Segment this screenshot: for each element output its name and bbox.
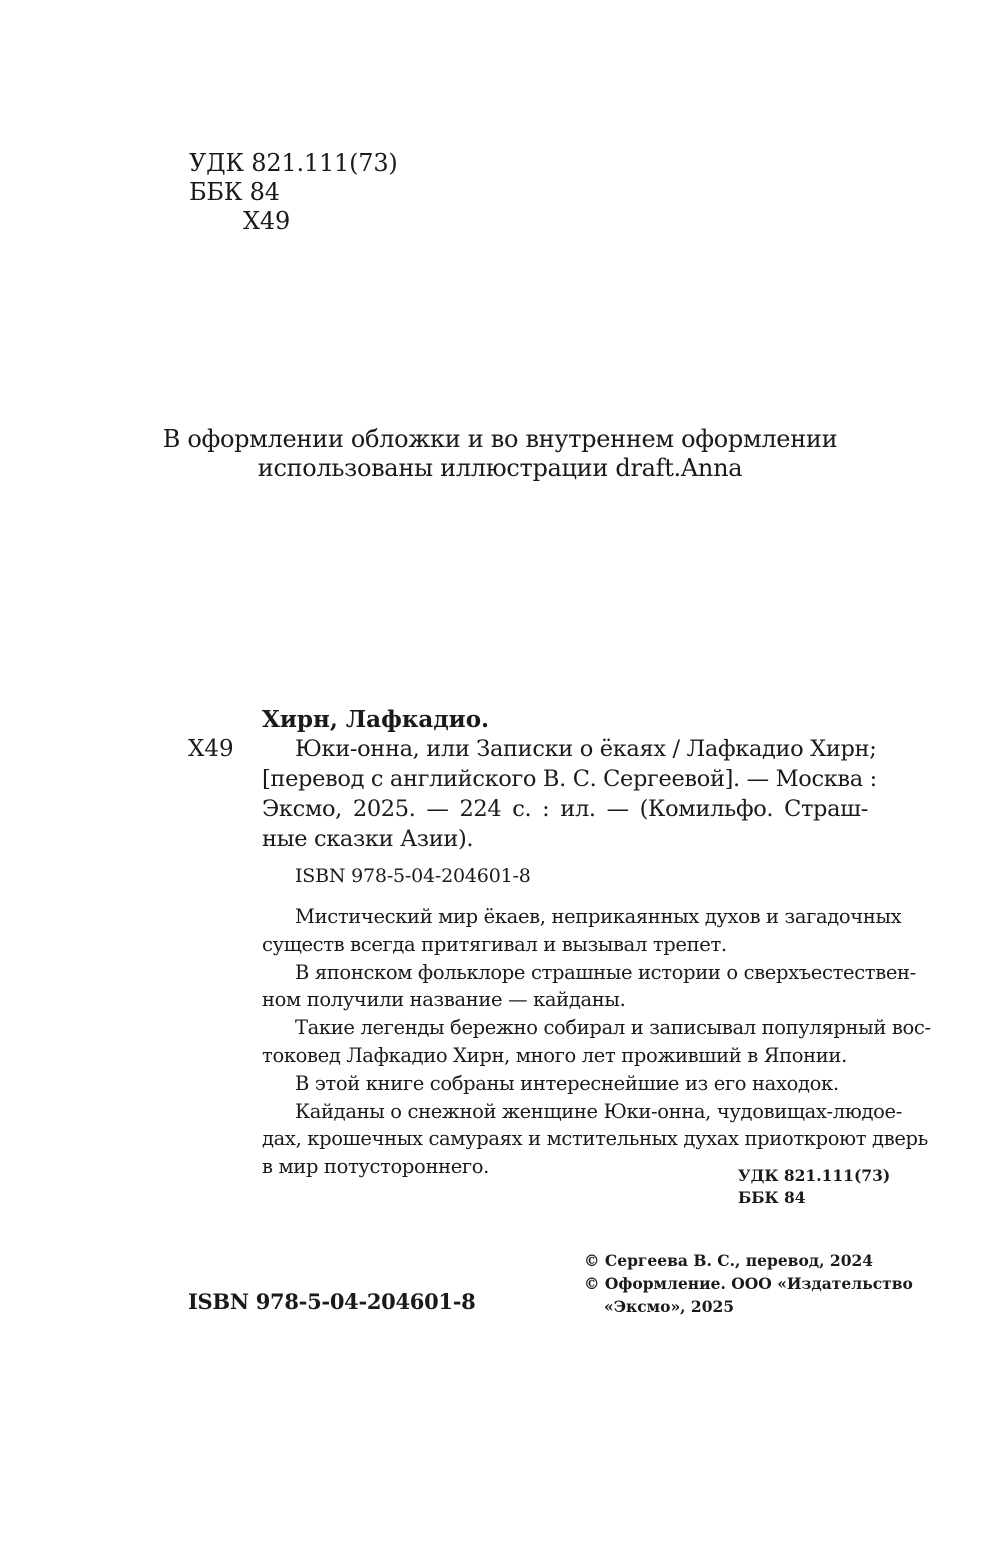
author-mark-top: Х49 — [243, 207, 291, 235]
annotation-line: В этой книге собраны интереснейшие из его находок. — [295, 1071, 839, 1095]
copyright-line: © Оформление. ООО «Издательство — [584, 1274, 913, 1293]
udk-code-top: УДК 821.111(73) — [189, 149, 398, 177]
copyright-block — [584, 1249, 913, 1318]
cover-note-line-2: использованы иллюстрации draft.Anna — [257, 454, 743, 482]
annotation — [262, 903, 931, 1181]
udk-code-card: УДК 821.111(73) — [738, 1166, 891, 1185]
annotation-line: токовед Лафкадио Хирн, много лет проживший в Японии. — [262, 1043, 847, 1067]
bbk-code-top: ББК 84 — [189, 178, 280, 206]
isbn-card: ISBN 978-5-04-204601-8 — [295, 865, 531, 887]
annotation-line: ном получили название — кайданы. — [262, 988, 626, 1012]
author-mark-card: Х49 — [188, 736, 234, 762]
bibliographic-line: [перевод с английского В. С. Сергеевой]. — Москва : — [262, 766, 877, 792]
author-heading: Хирн, Лафкадио. — [262, 706, 490, 733]
bibliographic-description — [262, 734, 877, 854]
bbk-code-card: ББК 84 — [738, 1188, 806, 1207]
annotation-line: Такие легенды бережно собирал и записывал популярный вос- — [295, 1016, 931, 1040]
annotation-line: дах, крошечных самураях и мстительных духах приоткроют дверь — [262, 1127, 928, 1151]
annotation-line: Мистический мир ёкаев, неприкаянных духов и загадочных — [295, 905, 902, 928]
bibliographic-line: Юки-онна, или Записки о ёкаях / Лафкадио Хирн; — [295, 736, 877, 762]
annotation-line: существ всегда притягивал и вызывал трепет. — [262, 932, 727, 956]
bibliographic-line: ные сказки Азии). — [262, 826, 474, 852]
cover-note-line-1: В оформлении обложки и во внутреннем оформлении — [162, 425, 838, 453]
annotation-line: в мир потустороннего. — [262, 1155, 490, 1179]
annotation-line: Кайданы о снежной женщине Юки-онна, чудовищах-людое- — [295, 1099, 902, 1123]
bibliographic-line: Эксмо, 2025. — 224 с. : ил. — (Комильфо. Страш- — [262, 796, 868, 822]
copyright-line: «Эксмо», 2025 — [604, 1297, 735, 1316]
annotation-line: В японском фольклоре страшные истории о сверхъестествен- — [295, 960, 916, 984]
isbn-imprint: ISBN 978-5-04-204601-8 — [188, 1289, 476, 1314]
copyright-line: © Сергеева В. С., перевод, 2024 — [584, 1251, 874, 1270]
